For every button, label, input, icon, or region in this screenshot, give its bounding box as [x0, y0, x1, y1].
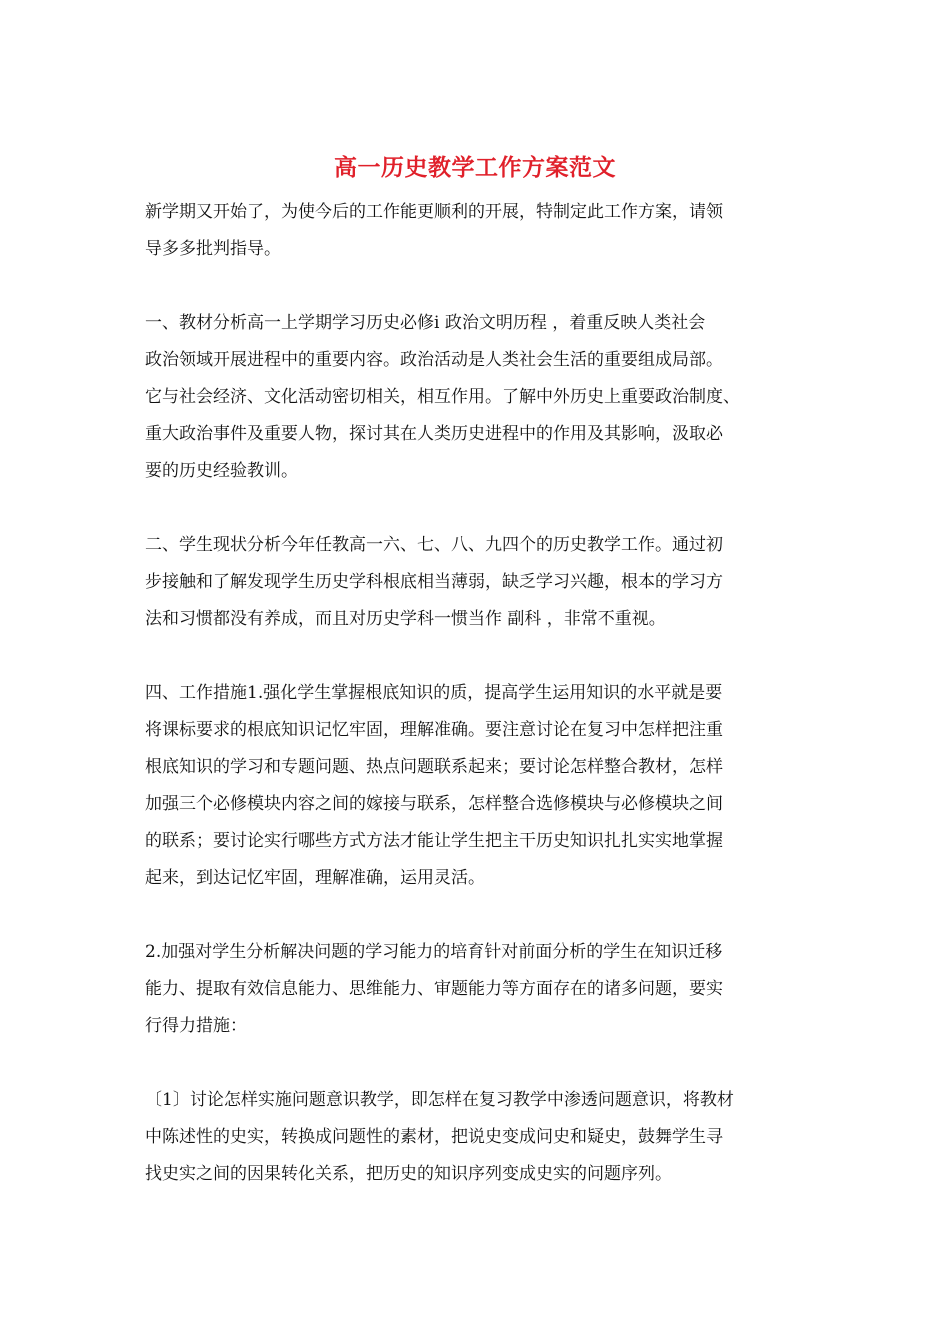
paragraph-line: 政治领域开展进程中的重要内容。政治活动是人类社会生活的重要组成局部。: [145, 350, 723, 370]
paragraph-line: 根底知识的学习和专题问题、热点问题联系起来；要讨论怎样整合教材，怎样: [145, 757, 723, 777]
paragraph-line: 中陈述性的史实，转换成问题性的素材，把说史变成问史和疑史，鼓舞学生寻: [145, 1127, 723, 1147]
paragraph-line: 找史实之间的因果转化关系，把历史的知识序列变成史实的问题序列。: [145, 1164, 672, 1184]
paragraph-line: 重大政治事件及重要人物，探讨其在人类历史进程中的作用及其影响，汲取必: [145, 424, 723, 444]
paragraph-line: 起来，到达记忆牢固，理解准确，运用灵活。: [145, 868, 485, 888]
paragraph: [145, 1082, 805, 1193]
paragraph-line: 步接触和了解发现学生历史学科根底相当薄弱，缺乏学习兴趣，根本的学习方: [145, 572, 723, 592]
paragraph-line: 将课标要求的根底知识记忆牢固，理解准确。要注意讨论在复习中怎样把注重: [145, 720, 723, 740]
document-body: [145, 194, 805, 1230]
paragraph-line: 一、教材分析高一上学期学习历史必修ⅰ 政治文明历程 ，着重反映人类社会: [145, 313, 706, 333]
paragraph-line: 二、学生现状分析今年任教高一六、七、八、九四个的历史教学工作。通过初: [145, 535, 723, 555]
paragraph-line: 法和习惯都没有养成，而且对历史学科一惯当作 副科 ，非常不重视。: [145, 609, 666, 629]
paragraph: [145, 527, 805, 638]
paragraph-line: 2.加强对学生分析解决问题的学习能力的培育针对前面分析的学生在知识迁移: [145, 942, 723, 962]
paragraph-line: 加强三个必修模块内容之间的嫁接与联系，怎样整合选修模块与必修模块之间: [145, 794, 723, 814]
paragraph-line: 要的历史经验教训。: [145, 461, 298, 481]
paragraph-line: 的联系；要讨论实行哪些方式方法才能让学生把主干历史知识扎扎实实地掌握: [145, 831, 723, 851]
paragraph-line: 它与社会经济、文化活动密切相关，相互作用。了解中外历史上重要政治制度、: [145, 387, 740, 407]
paragraph: [145, 934, 805, 1045]
paragraph: [145, 194, 805, 268]
paragraph-line: 能力、提取有效信息能力、思维能力、审题能力等方面存在的诸多问题，要实: [145, 979, 723, 999]
paragraph-line: 导多多批判指导。: [145, 239, 281, 259]
document-title: 高一历史教学工作方案范文: [334, 154, 616, 181]
paragraph: [145, 675, 805, 897]
paragraph-line: 四、工作措施1.强化学生掌握根底知识的质，提高学生运用知识的水平就是要: [145, 683, 723, 703]
paragraph: [145, 305, 805, 490]
paragraph-line: 行得力措施：: [145, 1016, 247, 1036]
paragraph-line: 新学期又开始了，为使今后的工作能更顺利的开展，特制定此工作方案，请领: [145, 202, 723, 222]
paragraph-line: 〔1〕讨论怎样实施问题意识教学，即怎样在复习教学中渗透问题意识，将教材: [145, 1090, 734, 1110]
